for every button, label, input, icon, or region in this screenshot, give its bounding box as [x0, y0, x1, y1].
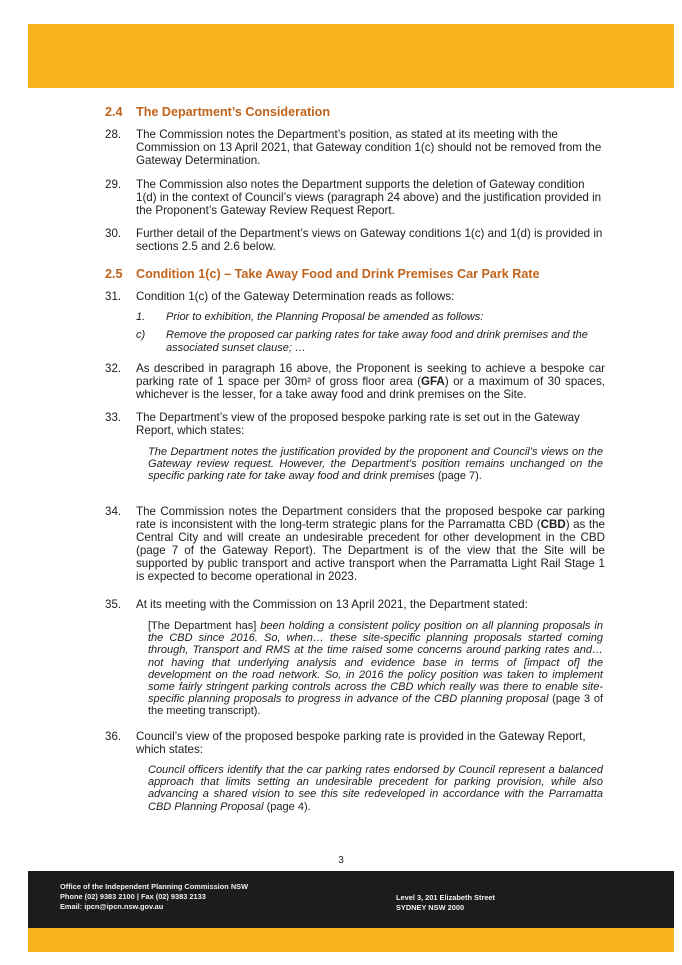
paragraph-number: 30.: [105, 227, 122, 240]
quote-citation: (page 7).: [434, 470, 482, 483]
paragraph-31: [100, 290, 605, 303]
quote-text: Council officers identify that the car parking rates endorsed by Council represent a balanced approach that limits setting an undesirable precedent for parking provision, while also advancing a shared vision to see this site redeveloped in accordance with the Parramatta CBD Planning Proposal: [148, 764, 603, 813]
paragraph-number: 31.: [105, 290, 122, 303]
paragraph-number: 33.: [105, 411, 122, 424]
section-title: The Department’s Consideration: [136, 105, 331, 119]
footer-address-line: Level 3, 201 Elizabeth Street: [396, 893, 495, 902]
footer-contact: [60, 882, 248, 912]
paragraph-text: The Commission notes the Department considers that the proposed bespoke car parking rate is inconsistent with the long-term strategic plans for the Parramatta CBD (: [136, 505, 605, 531]
paragraph-text: Condition 1(c) of the Gateway Determination reads as follows:: [136, 290, 455, 303]
paragraph-32: [100, 362, 605, 401]
paragraph-text: Further detail of the Department’s views on Gateway conditions 1(c) and 1(d) is provided in sections 2.5 and 2.6 below.: [136, 227, 603, 253]
paragraph-text: At its meeting with the Commission on 13 April 2021, the Department stated:: [136, 598, 528, 611]
paragraph-text: Council’s view of the proposed bespoke parking rate is provided in the Gateway Report, which states:: [136, 730, 586, 756]
footer-brand-band: [28, 928, 674, 952]
section-number: 2.4: [105, 105, 123, 119]
section-number: 2.5: [105, 267, 123, 281]
paragraph-text: ) or a maximum of 30 spaces, whichever is the lesser, for a take away food and drink premises on the Site.: [136, 375, 605, 401]
paragraph-number: 35.: [105, 598, 122, 611]
quote-lead: [The Department has]: [148, 620, 257, 632]
paragraph-text: ) as the Central City and will create an undesirable precedent for other development in the CBD (page 7 of the Gateway Report). The Department is of the view that the Site will be supported by public transport and active transport when the Parramatta Light Rail Stage 1 is expected to become operational in 2023.: [136, 518, 605, 583]
paragraph-text: The Commission notes the Department’s position, as stated at its meeting with the Commission on 13 April 2021, that Gateway condition 1(c) should not be removed from the Gateway Determination.: [136, 128, 602, 167]
defined-term: GFA: [420, 375, 445, 388]
footer-phone: Phone (02) 9383 2100 | Fax (02) 9383 2133: [60, 892, 206, 901]
paragraph-33: [100, 411, 605, 437]
list-marker: 1.: [136, 311, 146, 323]
list-text: Prior to exhibition, the Planning Proposal be amended as follows:: [166, 311, 484, 323]
block-quote: [148, 620, 603, 718]
page-number: 3: [338, 855, 344, 866]
section-title: Condition 1(c) – Take Away Food and Drink Premises Car Park Rate: [136, 267, 540, 281]
paragraph-text: The Commission also notes the Department supports the deletion of Gateway condition 1(d) in the context of Council’s views (paragraph 24 above) and the justification provided in the Proponent’s Gateway Review Request Report.: [136, 178, 602, 217]
paragraph-number: 32.: [105, 362, 122, 375]
footer-address-line: SYDNEY NSW 2000: [396, 903, 465, 912]
quote-citation: (page 4).: [263, 800, 311, 813]
list-text: Remove the proposed car parking rates for take away food and drink premises and the associated sunset clause; …: [166, 329, 588, 354]
quote-text: been holding a consistent policy position on all planning proposals in the CBD since 2016. So, when… these site-specific planning proposals started coming through, Transport and RMS at the time raised some concerns around parking rates and… not having that underlying analysis and evidence base in terms of [impact of] the development on the road network. So, in 2016 the policy position was taken to implement some fairly stringent parking controls across the CBD which really was there to enable site-specific planning proposals to progress in advance of the CBD planning proposal: [148, 620, 603, 706]
block-quote: [148, 764, 603, 813]
list-marker: c): [136, 329, 146, 341]
paragraph-number: 28.: [105, 128, 122, 141]
paragraph-number: 34.: [105, 505, 122, 518]
footer-email: Email: ipcn@ipcn.nsw.gov.au: [60, 902, 164, 911]
footer-address: [396, 893, 495, 913]
footer-org-name: Office of the Independent Planning Commission NSW: [60, 882, 249, 891]
defined-term: CBD: [540, 518, 566, 531]
condition-list-item: [136, 329, 605, 354]
paragraph-text: The Department’s view of the proposed bespoke parking rate is set out in the Gateway Report, which states:: [136, 411, 580, 437]
paragraph-28: [100, 128, 605, 167]
condition-list-item: [136, 311, 605, 324]
paragraph-35: [100, 598, 605, 611]
paragraph-number: 36.: [105, 730, 122, 743]
quote-text: The Department notes the justification provided by the proponent and Council’s views on the Gateway review request. However, the Department’s position remains unchanged on the specific parking rate for take away food and drink premises: [148, 446, 603, 483]
block-quote: [148, 446, 603, 483]
paragraph-text: As described in paragraph 16 above, the Proponent is seeking to achieve a bespoke car parking rate of 1 space per 30m² of gross floor area (: [136, 362, 605, 388]
paragraph-29: [100, 178, 605, 217]
paragraph-number: 29.: [105, 178, 122, 191]
header-brand-band: [28, 24, 674, 88]
paragraph-36: [100, 730, 605, 756]
footer-contact-bar: [28, 871, 674, 928]
quote-citation: (page 3 of the meeting transcript).: [148, 693, 604, 718]
paragraph-34: [100, 505, 605, 583]
paragraph-30: [100, 227, 605, 253]
